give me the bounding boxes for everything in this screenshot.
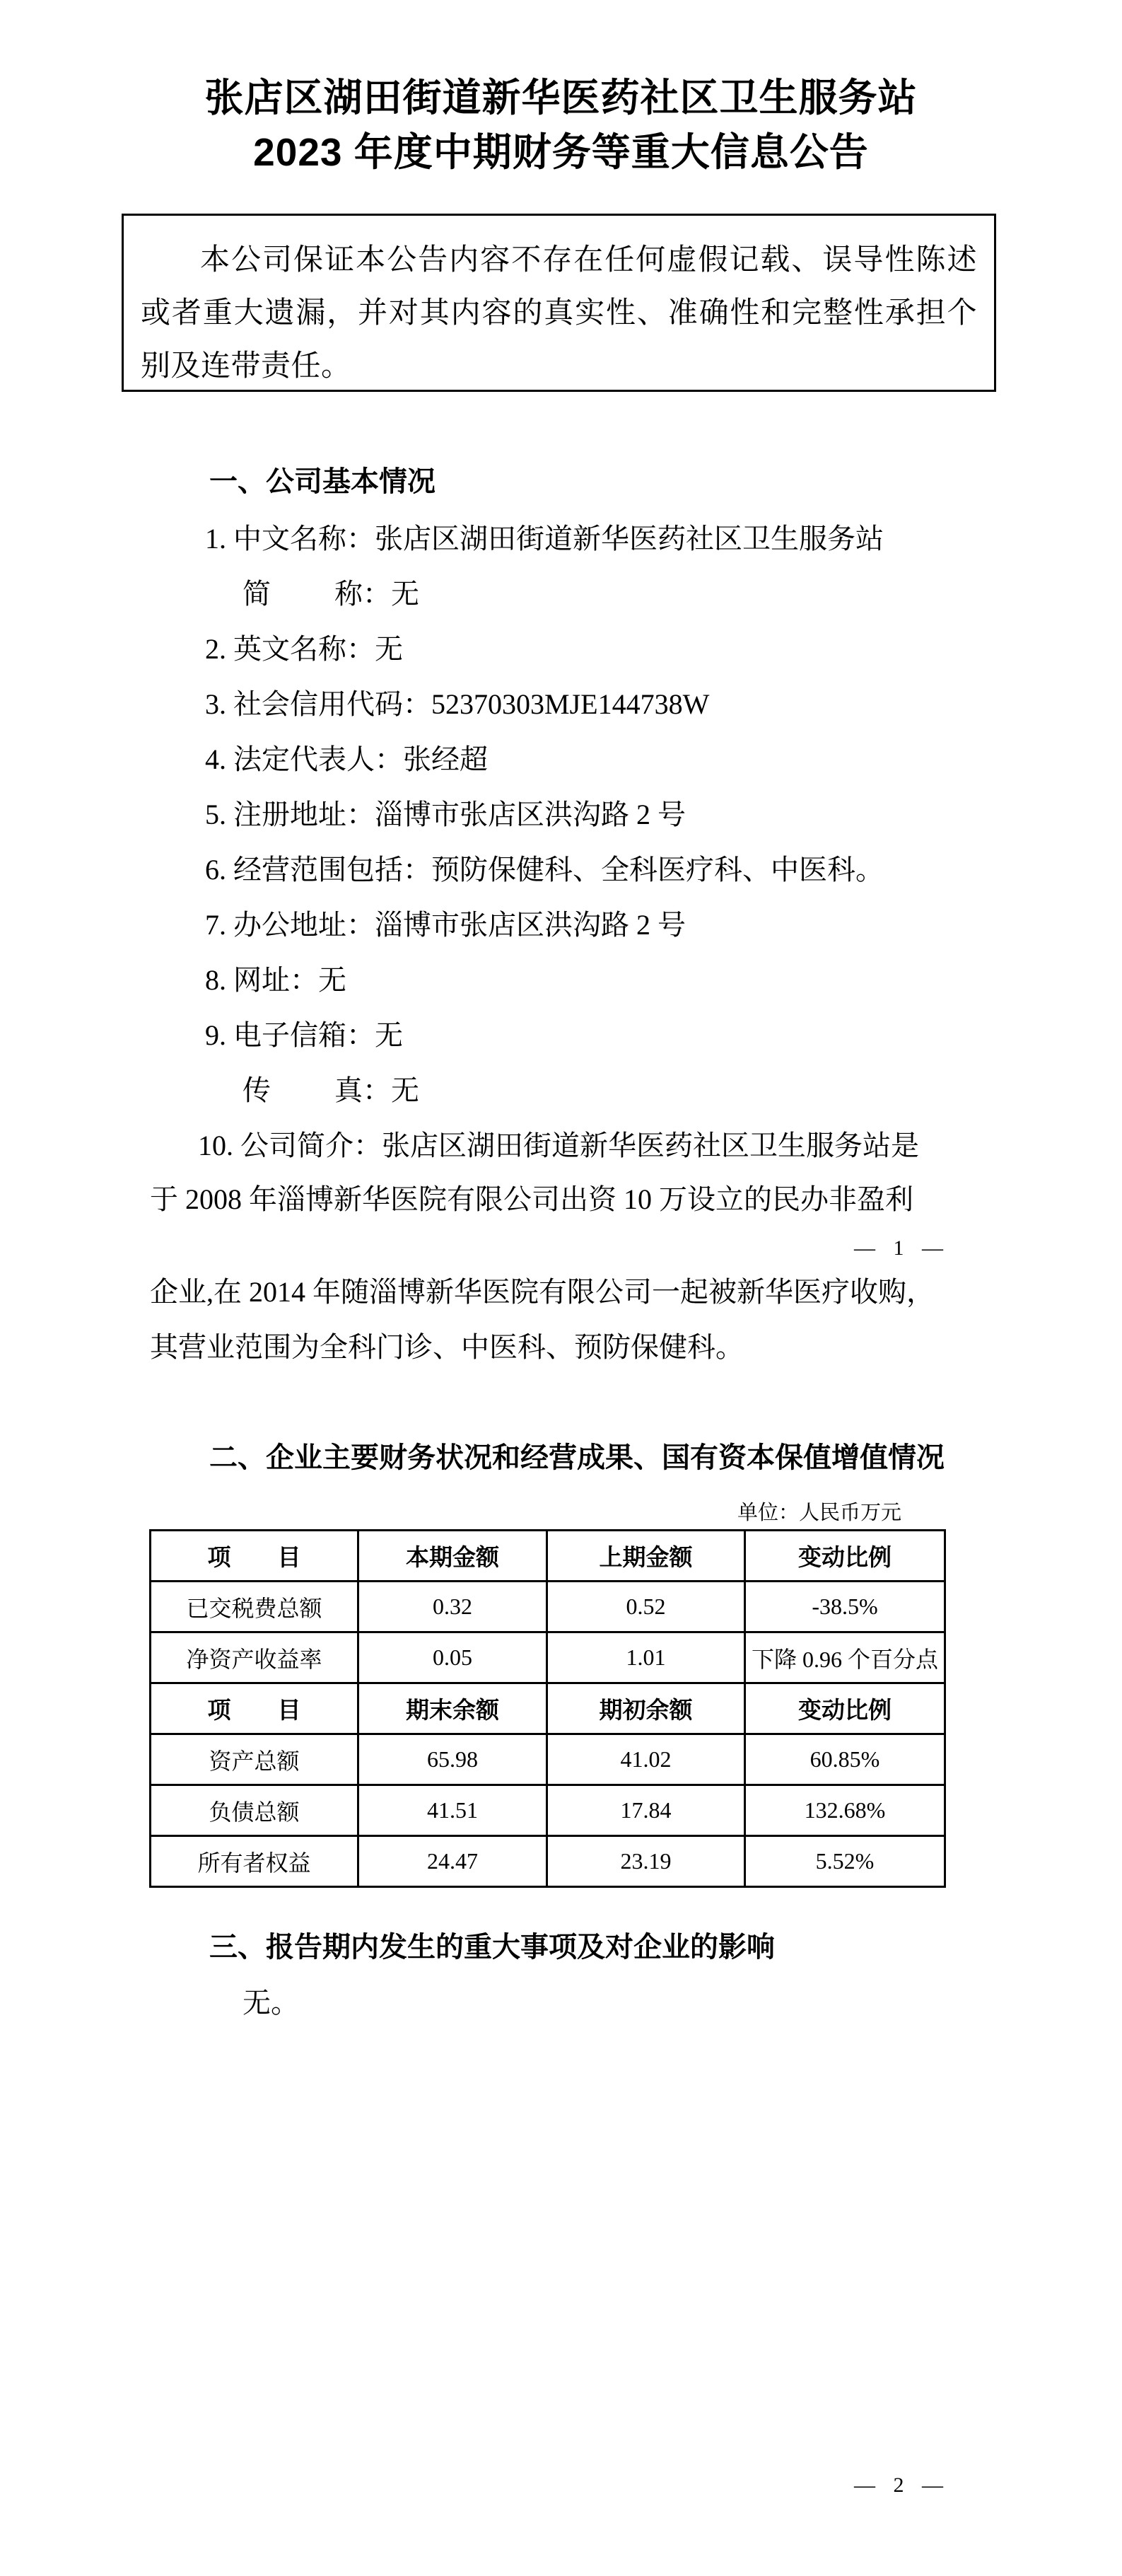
disclaimer-box — [122, 214, 996, 392]
document-title-line2: 2023 年度中期财务等重大信息公告 — [253, 130, 869, 174]
table-row — [151, 1734, 945, 1785]
company-chinese-name-line: 1. 中文名称：张店区湖田街道新华医药社区卫生服务站 — [205, 523, 884, 555]
table-header-cell: 变动比例 — [745, 1531, 945, 1582]
company-profile-line3: 企业,在 2014 年随淄博新华医院有限公司一起被新华医疗收购， — [150, 1276, 935, 1308]
table-cell: 23.19 — [547, 1836, 745, 1887]
table-row — [151, 1836, 945, 1887]
table-header-cell: 本期金额 — [358, 1531, 547, 1582]
table-cell: 所有者权益 — [151, 1836, 358, 1887]
table-cell: 1.01 — [547, 1632, 745, 1683]
company-short-name-line: 简 称：无 — [242, 578, 419, 610]
table-cell: -38.5% — [745, 1582, 945, 1632]
section3-heading: 三、报告期内发生的重大事项及对企业的影响 — [209, 1932, 775, 1963]
table-cell: 净资产收益率 — [151, 1632, 358, 1683]
financial-table — [149, 1529, 946, 1888]
table-header-row — [151, 1531, 945, 1582]
table-header-row — [151, 1683, 945, 1734]
table-header-cell: 变动比例 — [745, 1683, 945, 1734]
fax-line: 传 真：无 — [242, 1074, 419, 1106]
table-cell: 17.84 — [547, 1785, 745, 1836]
table-row — [151, 1785, 945, 1836]
section3-content: 无。 — [242, 1987, 299, 2019]
registered-address-line: 5. 注册地址：淄博市张店区洪沟路 2 号 — [205, 799, 686, 830]
company-profile-line2: 于 2008 年淄博新华医院有限公司出资 10 万设立的民办非盈利 — [150, 1183, 913, 1215]
office-address-line: 7. 办公地址：淄博市张店区洪沟路 2 号 — [205, 909, 686, 941]
email-line: 9. 电子信箱：无 — [205, 1019, 403, 1051]
company-english-name-line: 2. 英文名称：无 — [205, 633, 403, 665]
table-cell: 负债总额 — [151, 1785, 358, 1836]
page-number-1: — 1 — — [854, 1236, 949, 1260]
table-cell: 132.68% — [745, 1785, 945, 1836]
table-cell: 已交税费总额 — [151, 1582, 358, 1632]
page-number-2: — 2 — — [854, 2473, 949, 2497]
table-cell: 24.47 — [358, 1836, 547, 1887]
table-header-cell: 期末余额 — [358, 1683, 547, 1734]
table-cell: 41.02 — [547, 1734, 745, 1785]
table-cell: 60.85% — [745, 1734, 945, 1785]
table-cell: 0.32 — [358, 1582, 547, 1632]
table-cell: 资产总额 — [151, 1734, 358, 1785]
table-header-cell: 期初余额 — [547, 1683, 745, 1734]
table-cell: 0.52 — [547, 1582, 745, 1632]
table-row — [151, 1582, 945, 1632]
company-profile-line1: 10. 公司简介：张店区湖田街道新华医药社区卫生服务站是 — [198, 1130, 919, 1161]
table-cell: 41.51 — [358, 1785, 547, 1836]
section2-heading: 二、企业主要财务状况和经营成果、国有资本保值增值情况 — [209, 1442, 945, 1473]
legal-representative-line: 4. 法定代表人：张经超 — [205, 743, 488, 775]
disclaimer-text: 本公司保证本公告内容不存在任何虚假记载、误导性陈述或者重大遗漏，并对其内容的真实性、准确性和完整性承担个别及连带责任。 — [141, 244, 977, 383]
table-cell: 65.98 — [358, 1734, 547, 1785]
table-header-cell: 项 目 — [151, 1531, 358, 1582]
credit-code-line: 3. 社会信用代码：52370303MJE144738W — [205, 688, 710, 720]
business-scope-line: 6. 经营范围包括：预防保健科、全科医疗科、中医科。 — [205, 854, 884, 886]
table-cell: 5.52% — [745, 1836, 945, 1887]
section1-heading: 一、公司基本情况 — [209, 466, 436, 497]
document-title-line1: 张店区湖田街道新华医药社区卫生服务站 — [204, 76, 918, 120]
table-header-cell: 上期金额 — [547, 1531, 745, 1582]
table-header-cell: 项 目 — [151, 1683, 358, 1734]
table-cell: 0.05 — [358, 1632, 547, 1683]
currency-unit-label: 单位：人民币万元 — [737, 1502, 901, 1524]
table-cell: 下降 0.96 个百分点 — [745, 1632, 945, 1683]
company-profile-line4: 其营业范围为全科门诊、中医科、预防保健科。 — [150, 1331, 744, 1363]
website-line: 8. 网址：无 — [205, 964, 346, 996]
table-row — [151, 1632, 945, 1683]
